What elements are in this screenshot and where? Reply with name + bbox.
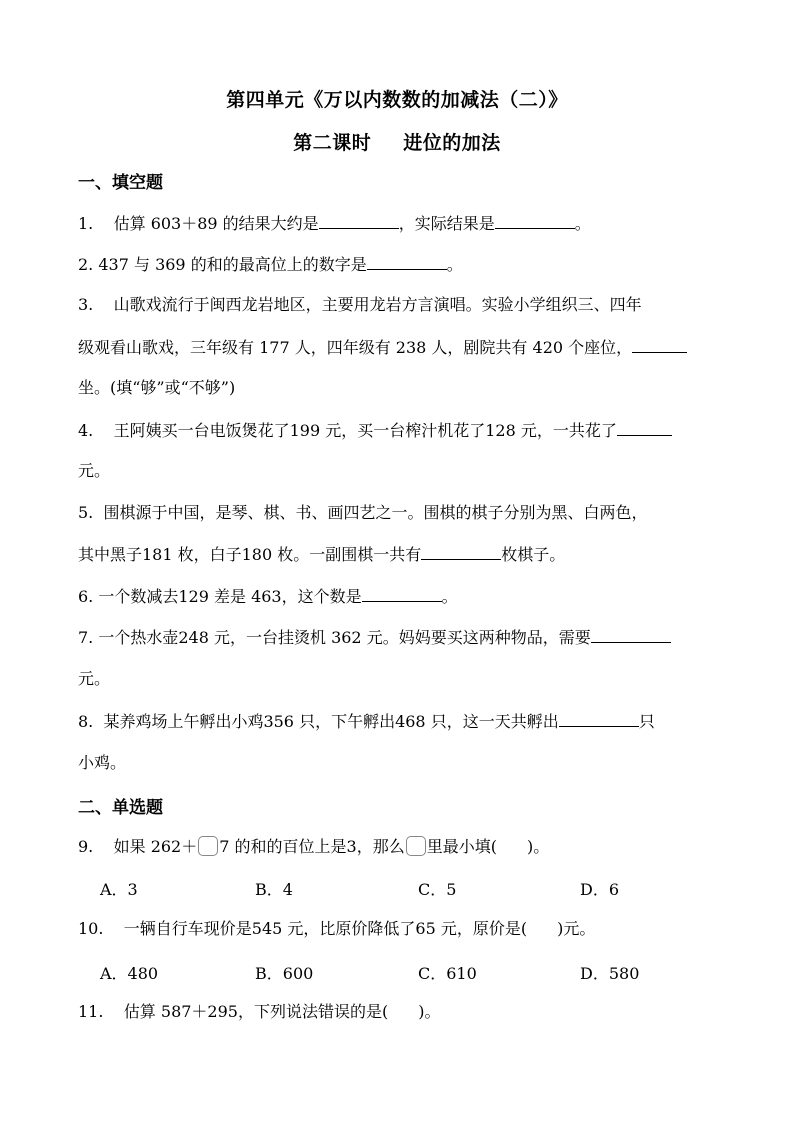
question-8-line-2 [78,753,748,773]
answer-blank[interactable] [421,544,501,560]
question-text: 某养鸡场上午孵出小鸡356 只，下午孵出468 只，这一天共孵出 [103,712,559,731]
question-text: 。 [446,255,463,274]
question-3-line-3 [78,378,748,398]
question-number: 4. [78,421,94,440]
option-d[interactable]: D．580 [580,964,640,983]
answer-blank[interactable] [495,213,575,229]
question-text: 里最小填( [426,837,497,856]
question-text: 山歌戏流行于闽西龙岩地区，主要用龙岩方言演唱。实验小学组织三、四年 [113,295,642,314]
question-text: 估算 603＋89 的结果大约是 [113,214,319,233]
option-a[interactable]: A．3 [100,880,138,899]
question-number: 11. [78,1002,104,1021]
option-c[interactable]: C．610 [418,964,477,983]
question-number: 10. [78,919,104,938]
answer-blank[interactable] [362,586,442,602]
question-5 [78,503,748,523]
question-3-line-2 [78,337,748,358]
section-single-choice: 二、单选题 [78,798,163,818]
question-number: 5. [78,503,94,522]
question-7-line-2 [78,669,748,689]
question-text: 枚棋子。 [501,545,566,564]
question-5-line-2 [78,544,748,565]
question-1 [78,213,748,234]
question-8 [78,711,748,732]
answer-blank[interactable] [632,337,687,353]
answer-blank[interactable] [591,627,671,643]
question-text: 其中黑子181 枚，白子180 枚。一副围棋一共有 [78,545,422,564]
option-c[interactable]: C．5 [418,880,457,899]
question-number: 9. [78,837,94,856]
question-number: 8. [78,712,94,731]
question-text: 如果 262＋ [113,837,198,856]
question-number: 6. [78,587,94,606]
option-b[interactable]: B．600 [255,964,314,983]
question-3 [78,295,748,315]
question-text: 。 [441,587,458,606]
lesson-number: 第二课时 [293,132,372,154]
question-text: 元。 [78,461,111,480]
lesson-title [0,128,794,155]
question-text: 一辆自行车现价是545 元，比原价降低了65 元，原价是( [123,919,528,938]
question-9 [78,836,748,857]
question-text: 围棋源于中国，是琴、棋、书、画四艺之一。围棋的棋子分别为黑、白两色， [103,503,648,522]
question-text: 元。 [78,669,111,688]
option-d[interactable]: D．6 [580,880,620,899]
question-text: 。 [574,214,591,233]
question-text: 小鸡。 [78,753,127,772]
question-number: 7. [78,628,94,647]
question-number: 3. [78,295,94,314]
section-fill-in-blank: 一、填空题 [78,173,163,193]
answer-blank[interactable] [559,711,639,727]
question-text: 7 的和的百位上是3，那么 [219,837,405,856]
question-6 [78,586,748,607]
unit-title: 第四单元《万以内数数的加减法（二）》 [226,89,568,111]
question-4-line-2 [78,461,748,481]
option-a[interactable]: A．480 [100,964,159,983]
question-text: 坐。(填“够”或“不够”) [78,378,236,397]
question-number: 2. [78,255,94,274]
digit-box[interactable] [406,836,426,856]
question-text: 437 与 369 的和的最高位上的数字是 [98,255,367,274]
question-text: ，实际结果是 [398,214,495,233]
question-number: 1. [78,214,94,233]
question-text: 一个热水壶248 元，一台挂烫机 362 元。妈妈要买这两种物品，需要 [98,628,591,647]
question-text: )。 [526,837,550,856]
option-b[interactable]: B．4 [255,880,293,899]
question-text: 级观看山歌戏，三年级有 177 人，四年级有 238 人，剧院共有 420 个座位， [78,338,633,357]
question-2 [78,254,748,275]
answer-blank[interactable] [319,213,399,229]
question-4 [78,420,748,441]
question-text: 估算 587＋295，下列说法错误的是( [123,1002,389,1021]
question-text: 一个数减去129 差是 463，这个数是 [98,587,362,606]
question-11 [78,1002,748,1022]
question-text: 只 [638,712,655,731]
answer-blank[interactable] [367,254,447,270]
question-text: 王阿姨买一台电饭煲花了199 元，买一台榨汁机花了128 元，一共花了 [113,421,617,440]
lesson-topic: 进位的加法 [403,132,501,154]
question-10 [78,919,748,939]
answer-blank[interactable] [617,420,672,436]
question-text: )元。 [557,919,596,938]
question-7 [78,627,748,648]
question-text: )。 [418,1002,441,1021]
digit-box[interactable] [198,836,218,856]
